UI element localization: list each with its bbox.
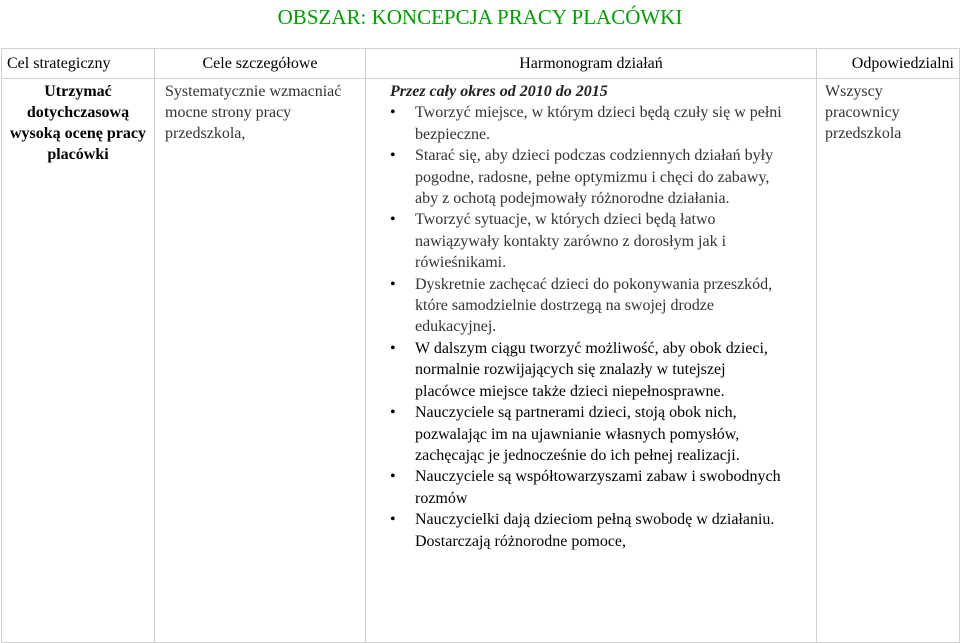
page-title: OBSZAR: KONCEPCJA PRACY PLACÓWKI [277,5,683,29]
list-item: • Nauczyciele są partnerami dzieci, stoją obok nich, pozwalając im na ujawnianie własnych pomysłów, zachęcając je jednocześnie do ich pełnej realizacji. [390,402,786,466]
table-row [2,79,960,643]
list-item: • W dalszym ciągu tworzyć możliwość, aby obok dzieci, normalnie rozwijających się znalazły w tutejszej placówce miejsce także dzieci niepełnosprawne. [390,338,786,402]
header-harmonogram: Harmonogram działań [366,49,817,79]
actions-list [390,102,786,552]
list-item: • Tworzyć miejsce, w którym dzieci będą czuły się w pełni bezpieczne. [390,102,786,145]
plan-table [1,48,960,643]
header-cel-strategiczny: Cel strategiczny [2,49,155,79]
period-heading: Przez cały okres od 2010 do 2015 [390,83,608,100]
cell-cele-szczegolowe: Systematycznie wzmacniać mocne strony pracy przedszkola, [155,79,366,643]
header-odpowiedzialni: Odpowiedzialni [817,49,960,79]
list-item: • Nauczycielki dają dzieciom pełną swobodę w działaniu. Dostarczają różnorodne pomoce, [390,509,786,552]
cell-harmonogram [366,79,817,643]
list-item: • Dyskretnie zachęcać dzieci do pokonywania przeszkód, które samodzielnie dostrzegą na swojej drodze edukacyjnej. [390,274,786,338]
table-header-row [2,49,960,79]
cell-odpowiedzialni: Wszyscy pracownicy przedszkola [817,79,960,643]
list-item: • Starać się, aby dzieci podczas codziennych działań były pogodne, radosne, pełne optymizmu i chęci do zabawy, aby z ochotą podejmowały różnorodne działania. [390,145,786,209]
list-item: • Tworzyć sytuacje, w których dzieci będą łatwo nawiązywały kontakty zarówno z dorosłym jak i rówieśnikami. [390,209,786,273]
list-item: • Nauczyciele są współtowarzyszami zabaw i swobodnych rozmów [390,466,786,509]
header-cele-szczegolowe: Cele szczegółowe [155,49,366,79]
cell-cel-strategiczny: Utrzymać dotychczasową wysoką ocenę pracy placówki [2,79,155,643]
